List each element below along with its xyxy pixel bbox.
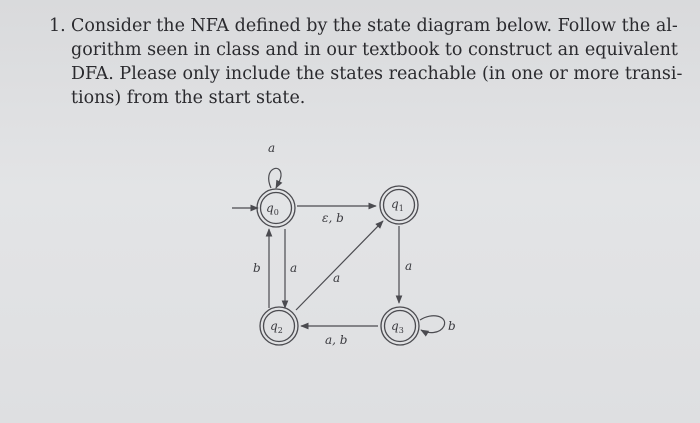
edge-label-q0-q0: a bbox=[268, 141, 276, 155]
svg-text:q2 bbox=[270, 319, 283, 335]
state-q0-label: q bbox=[266, 201, 274, 215]
state-q1 bbox=[380, 186, 418, 224]
state-q2-sub: 2 bbox=[277, 326, 283, 335]
edge-label-q0-q1: ε, b bbox=[322, 211, 344, 225]
state-q2-label: q bbox=[270, 319, 278, 333]
edge-q2-q1 bbox=[296, 221, 383, 310]
state-q3-sub: 3 bbox=[398, 326, 404, 335]
svg-text:q3 bbox=[391, 319, 404, 335]
edge-label-q0-q2: a bbox=[290, 261, 298, 275]
problem-line-2: gorithm seen in class and in our textbook to construct an equivalent bbox=[71, 40, 678, 60]
state-q1-sub: 1 bbox=[398, 204, 404, 213]
state-q3 bbox=[381, 307, 419, 345]
edge-q0-q0 bbox=[269, 168, 281, 188]
edge-label-q1-q3: a bbox=[405, 259, 413, 273]
problem-line-1: Consider the NFA defined by the state diagram below. Follow the al- bbox=[71, 16, 678, 36]
edge-label-q3-q2: a, b bbox=[325, 333, 348, 347]
state-q2 bbox=[260, 307, 298, 345]
state-q0 bbox=[257, 189, 295, 227]
problem-line-3: DFA. Please only include the states reachable (in one or more transi- bbox=[71, 64, 683, 84]
edge-label-q2-q0: b bbox=[253, 261, 261, 275]
problem-line-4: tions) from the start state. bbox=[71, 88, 306, 108]
state-q1-label: q bbox=[391, 197, 399, 211]
svg-text:q1 bbox=[391, 197, 404, 213]
svg-text:q0 bbox=[266, 201, 279, 217]
edge-label-q2-q1: a bbox=[333, 271, 341, 285]
problem-number: 1. bbox=[49, 16, 66, 36]
state-q0-sub: 0 bbox=[273, 208, 279, 217]
edge-label-q3-q3: b bbox=[448, 319, 456, 333]
state-q3-label: q bbox=[391, 319, 399, 333]
edge-q3-q3 bbox=[420, 316, 445, 333]
